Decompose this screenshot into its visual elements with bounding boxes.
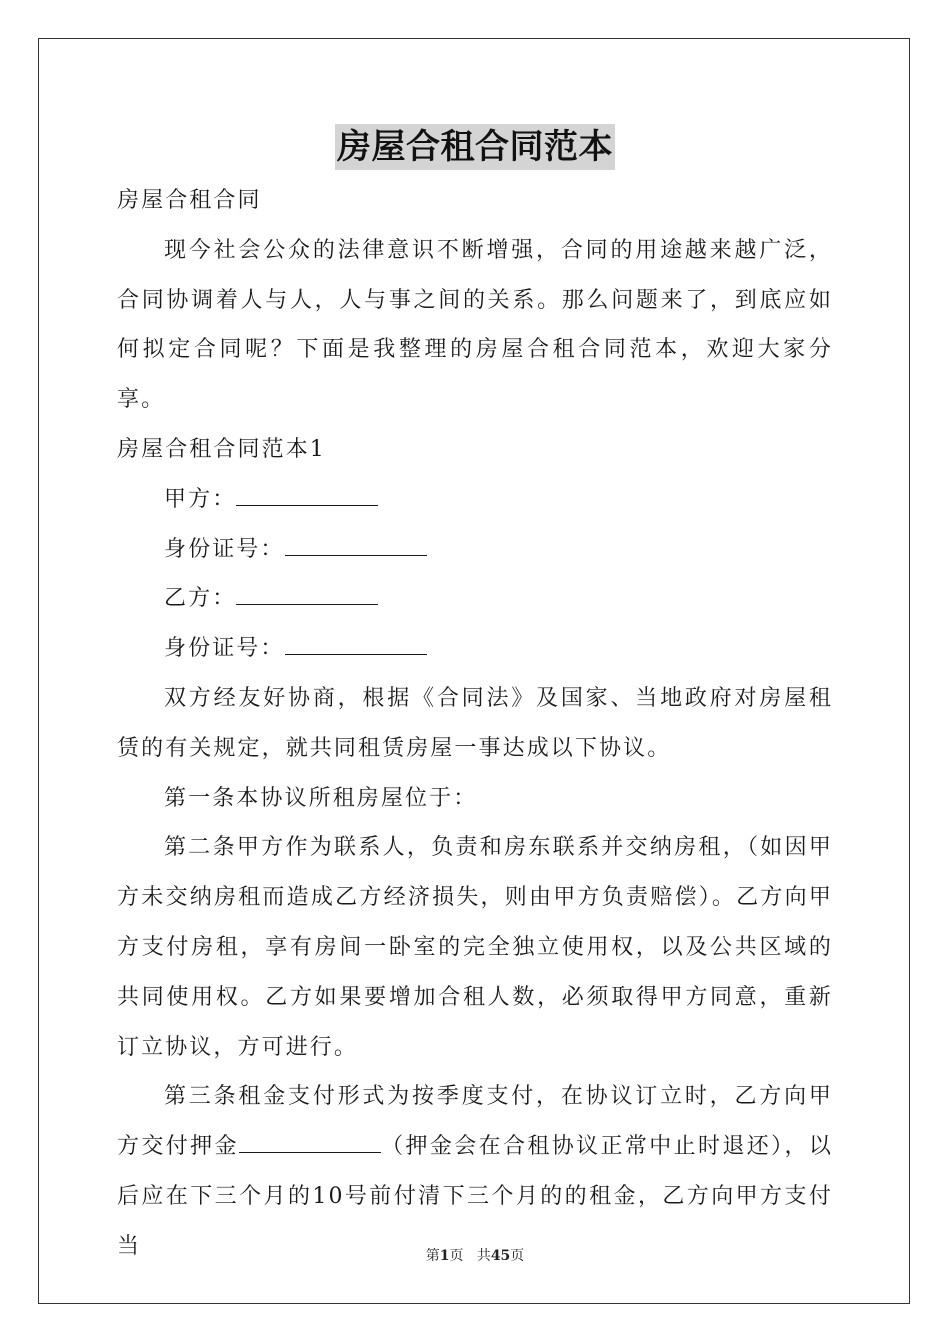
current-page-number: 1: [439, 1248, 450, 1264]
total-suffix: 页: [510, 1248, 525, 1264]
party-b-blank: [236, 582, 378, 605]
section-title: 房屋合租合同范本1: [117, 436, 326, 462]
total-prefix: 共: [476, 1248, 491, 1264]
contract-subtitle: 房屋合租合同: [117, 188, 262, 213]
page-suffix: 页: [449, 1248, 464, 1264]
preamble-paragraph: 双方经友好协商，根据《合同法》及国家、当地政府对房屋租赁的有关规定，就共同租赁房屋一事达成以下协议。: [117, 685, 833, 761]
party-a-id-label: 身份证号：: [164, 536, 285, 562]
article-3: [117, 1072, 833, 1271]
party-a-field: [117, 475, 833, 525]
page-prefix: 第: [425, 1248, 440, 1264]
title-container: [0, 124, 950, 170]
party-b-id-field: [117, 624, 833, 674]
article-3-text-start: 第三条租金支付形式为按季度支付，在协议订立时，乙方向甲方交付押金: [117, 1084, 833, 1160]
article-2: 第二条甲方作为联系人，负责和房东联系并交纳房租，（如因甲方未交纳房租而造成乙方经济损失，则由甲方负责赔偿）。乙方向甲方支付房租，享有房间一卧室的完全独立使用权，以及公共区域的共同使用权。乙方如果要增加合租人数，必须取得甲方同意，重新订立协议，方可进行。: [117, 835, 833, 1060]
article-1: 第一条本协议所租房屋位于：: [164, 785, 478, 811]
party-b-field: [117, 574, 833, 624]
document-title: 房屋合租合同范本: [335, 124, 615, 170]
page-footer: [0, 1247, 950, 1265]
party-b-id-blank: [285, 632, 427, 655]
party-a-label: 甲方：: [164, 486, 237, 512]
party-a-blank: [236, 483, 378, 506]
party-a-id-blank: [285, 533, 427, 556]
party-b-label: 乙方：: [164, 586, 237, 612]
deposit-blank: [239, 1130, 381, 1153]
document-body: [117, 176, 833, 1272]
party-b-id-label: 身份证号：: [164, 636, 285, 662]
intro-paragraph: 现今社会公众的法律意识不断增强，合同的用途越来越广泛，合同协调着人与人，人与事之间的关系。那么问题来了，到底应如何拟定合同呢？下面是我整理的房屋合租合同范本，欢迎大家分享。: [117, 237, 833, 413]
total-page-count: 45: [490, 1248, 511, 1264]
article-3-text-end: （押金会在合租协议正常中止时退还），以后应在下三个月的10号前付清下三个月的的租金，乙方向甲方支付当: [117, 1134, 833, 1259]
party-a-id-field: [117, 525, 833, 575]
